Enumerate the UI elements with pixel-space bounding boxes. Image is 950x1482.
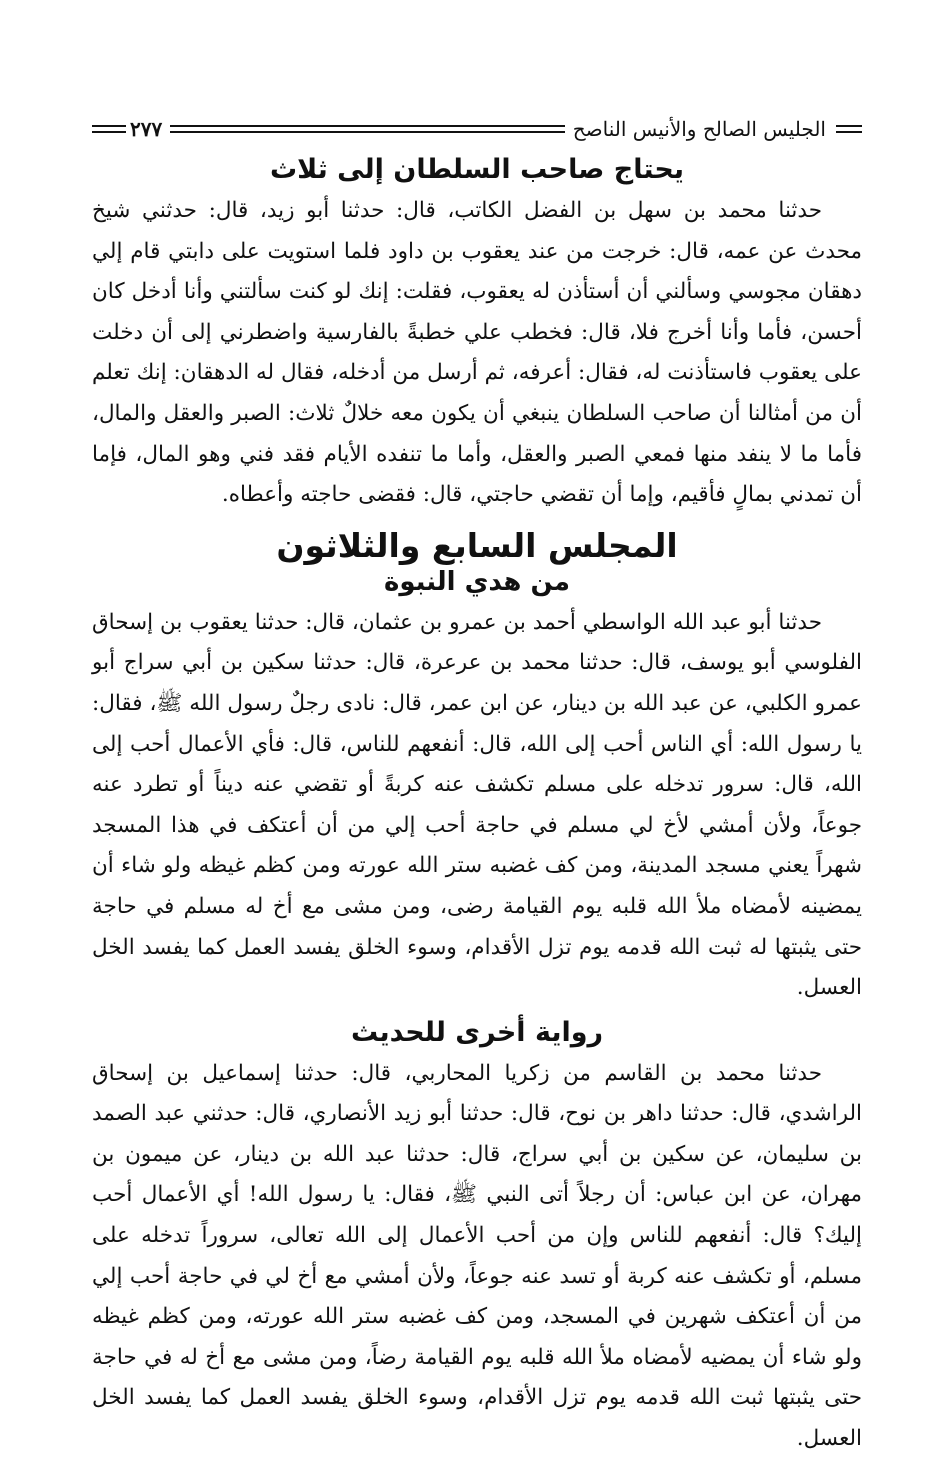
header-ornament-right	[836, 125, 862, 133]
paragraph-sultan: حدثنا محمد بن سهل بن الفضل الكاتب، قال: حدثنا أبو زيد، قال: حدثني شيخ محدث عن عمه، قال: خرجت من عند يعقوب بن داود فلما استويت على دابتي قام إلي دهقان مجوسي وسألني أن أستأذن له يعقوب، فقلت: إنك لو كنت سألتني وأنا أدخل كان أحسن، فأما وأنا أخرج فلا، قال: فخطب علي خطبةً بالفارسية واضطرني إلى أن دخلت على يعقوب فاستأذنت له، فقال: أعرفه، ثم أرسل من أدخله، فقال له الدهقان: إنك تعلم أن من أمثالنا أن صاحب السلطان ينبغي أن يكون معه خلالٌ ثلاث: الصبر والعقل والمال، فأما ما لا ينفد منها فمعي الصبر والعقل، وأما ما تنفده الأيام فقد فني وهو المال، فإما أن تمدني بمالٍ فأقيم، وإما أن تقضي حاجتي، قال: فقضى حاجته وأعطاه.	[92, 198, 862, 508]
running-header	[92, 112, 862, 146]
majlis-subtitle: من هدي النبوة	[383, 566, 571, 597]
paragraph-majlis-hadith: حدثنا أبو عبد الله الواسطي أحمد بن عمرو بن عثمان، قال: حدثنا يعقوب بن إسحاق الفلوسي أبو يوسف، قال: حدثنا محمد بن عرعرة، قال: حدثنا سكين بن أبي سراج أبو عمرو الكلبي، عن عبد الله بن دينار، عن ابن عمر، قال: نادى رجلٌ رسول الله ﷺ، فقال: يا رسول الله: أي الناس أحب إلى الله، قال: أنفعهم للناس، قال: فأي الأعمال أحب إلى الله، قال: سرور تدخله على مسلم تكشف عنه كربةً أو تقضي عنه ديناً أو تطرد عنه جوعاً، ولأن أمشي لأخ لي مسلم في حاجة أحب إلي من أن أعتكف في هذا المسجد شهراً يعني مسجد المدينة، ومن كف غضبه ستر الله عورته ومن كظم غيظه ولو شاء أن يمضينه لأمضاه ملأ الله قلبه يوم القيامة رضى، ومن مشى مع أخ له مسلم في حاجة حتى يثبتها له ثبت الله قدمه يوم تزل الأقدام، وسوء الخلق يفسد العمل كما يفسد الخل العسل.	[92, 609, 862, 1001]
majlis-title: المجلس السابع والثلاثون	[276, 525, 678, 565]
header-rule	[170, 125, 564, 133]
section-heading-other-narration: رواية أخرى للحديث	[350, 1016, 604, 1048]
section-heading-sultan: يحتاج صاحب السلطان إلى ثلاث	[270, 154, 684, 185]
page-number: ٢٧٧	[130, 117, 163, 141]
book-page	[92, 112, 862, 1460]
book-title: الجليس الصالح والأنيس الناصح	[572, 117, 826, 141]
paragraph-other-narration: حدثنا محمد بن القاسم من زكريا المحاربي، قال: حدثنا إسماعيل بن إسحاق الراشدي، قال: حدثنا داهر بن نوح، قال: حدثنا أبو زيد الأنصاري، قال: حدثني عبد الصمد بن سليمان، عن سكين بن أبي سراج، قال: حدثنا عبد الله بن دينار، عن ميمون بن مهران، عن ابن عباس: أن رجلاً أتى النبي ﷺ، فقال: يا رسول الله! أي الأعمال أحب إليك؟ قال: أنفعهم للناس وإن من أحب الأعمال إلى الله تعالى، سروراً تدخله على مسلم، أو تكشف عنه كربة أو تسد عنه جوعاً، ولأن أمشي مع أخ لي في حاجة أحب إلي من أن أعتكف شهرين في المسجد، ومن كف غضبه ستر الله عورته، ومن كظم غيظه ولو شاء أن يمضيه لأمضاه ملأ الله قلبه يوم القيامة رضاً، ومن مشى مع أخ له في حاجة حتى يثبتها ثبت الله قدمه يوم تزل الأقدام، وسوء الخلق يفسد العمل كما يفسد الخل العسل.	[92, 1060, 862, 1452]
header-ornament-left	[92, 125, 126, 133]
